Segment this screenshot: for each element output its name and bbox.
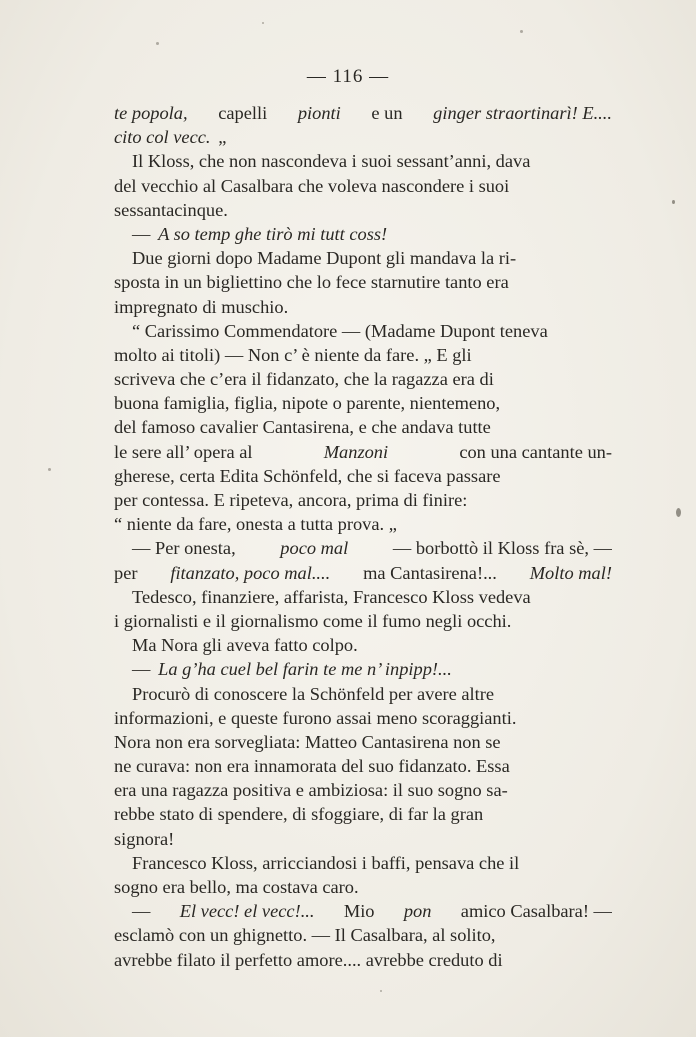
- text-line: [114, 706, 612, 730]
- text-line: [114, 778, 612, 802]
- text-phrase: informazioni, e queste furono assai meno scoraggianti.: [114, 707, 517, 728]
- text-phrase: — borbottò il Kloss fra sè, —: [392, 538, 612, 559]
- text-line: [114, 948, 612, 972]
- paper-speck: [520, 30, 523, 33]
- text-line: [114, 923, 612, 947]
- text-phrase: gherese, certa Edita Schönfeld, che si faceva passare: [114, 465, 501, 486]
- text-line: [114, 633, 612, 657]
- text-phrase: —: [132, 223, 151, 244]
- text-phrase: Tedesco, finanziere, affarista, Francesco Kloss vedeva: [132, 586, 531, 607]
- text-line: [114, 295, 612, 319]
- italic-phrase: ginger straortinarì! E....: [433, 103, 612, 123]
- text-line: [114, 875, 612, 899]
- italic-phrase: poco mal: [280, 538, 349, 559]
- text-phrase: per contessa. E ripeteva, ancora, prima di finire:: [114, 490, 468, 510]
- text-line: [114, 657, 612, 681]
- text-phrase: le sere all’ opera al: [114, 441, 253, 462]
- text-phrase: Il Kloss, che non nascondeva i suoi sessant’anni, dava: [132, 151, 531, 172]
- text-phrase: impregnato di muschio.: [114, 296, 289, 317]
- text-phrase: Procurò di conoscere la Schönfeld per avere altre: [132, 683, 495, 704]
- text-line: [114, 827, 612, 851]
- text-line: [114, 319, 612, 343]
- text-phrase: Francesco Kloss, arricciandosi i baffi, pensava che il: [132, 852, 520, 873]
- paper-speck: [676, 508, 681, 517]
- text-line: [114, 270, 612, 294]
- text-line: [114, 488, 612, 512]
- text-line: [114, 464, 612, 488]
- text-line: [114, 367, 612, 391]
- text-line: [114, 415, 612, 439]
- italic-phrase: cito col vecc.: [114, 127, 211, 148]
- text-phrase: —: [132, 659, 151, 680]
- text-phrase: Due giorni dopo Madame Dupont gli mandava la ri-: [132, 248, 517, 269]
- text-line: [114, 536, 612, 560]
- text-line: [114, 754, 612, 778]
- text-phrase: Mio: [343, 901, 375, 922]
- text-phrase: “ niente da fare, onesta a tutta prova. „: [114, 514, 397, 535]
- text-phrase: per: [114, 562, 138, 583]
- text-phrase: sessantacinque.: [114, 199, 228, 220]
- text-line: [114, 682, 612, 706]
- text-phrase: signora!: [114, 828, 175, 849]
- italic-phrase: El vecc! el vecc!...: [179, 901, 315, 922]
- text-phrase: sposta in un bigliettino che lo fece starnutire tanto era: [114, 272, 509, 293]
- italic-phrase: La g’ha cuel bel farin te me n’ inpipp!...: [158, 659, 452, 680]
- text-phrase: rebbe stato di spendere, di sfoggiare, di far la gran: [114, 804, 484, 825]
- text-phrase: ma Cantasirena!...: [363, 562, 497, 583]
- paper-speck: [156, 42, 159, 45]
- text-phrase: e un: [371, 103, 403, 123]
- paper-speck: [380, 990, 382, 992]
- text-line: [114, 391, 612, 415]
- text-phrase: „: [218, 127, 227, 148]
- italic-phrase: Manzoni: [323, 441, 389, 462]
- body-text: [114, 101, 612, 972]
- paper-speck: [48, 468, 51, 471]
- text-phrase: Nora non era sorvegliata: Matteo Cantasirena non se: [114, 731, 501, 752]
- italic-phrase: pionti: [297, 103, 341, 123]
- text-line: [114, 561, 612, 585]
- text-line: [114, 343, 612, 367]
- text-phrase: del famoso cavalier Cantasirena, e che andava tutte: [114, 417, 491, 438]
- italic-phrase: te popola,: [114, 103, 188, 123]
- italic-phrase: Molto mal!: [529, 562, 612, 583]
- text-phrase: i giornalisti e il giornalismo come il fumo negli occhi.: [114, 610, 512, 631]
- text-phrase: “ Carissimo Commendatore — (Madame Dupont teneva: [132, 320, 548, 341]
- text-phrase: capelli: [218, 103, 268, 123]
- text-phrase: scriveva che c’era il fidanzato, che la ragazza era di: [114, 369, 494, 390]
- text-phrase: buona famiglia, figlia, nipote o parente, nientemeno,: [114, 393, 501, 414]
- text-line: [114, 899, 612, 923]
- italic-phrase: fitanzato, poco mal....: [170, 562, 331, 583]
- text-line: [114, 222, 612, 246]
- paper-speck: [672, 200, 675, 204]
- text-line: [114, 802, 612, 826]
- text-line: [114, 198, 612, 222]
- text-phrase: era una ragazza positiva e ambiziosa: il suo sogno sa-: [114, 780, 508, 801]
- text-phrase: del vecchio al Casalbara che voleva nascondere i suoi: [114, 175, 510, 196]
- text-line: [114, 125, 612, 149]
- text-phrase: amico Casalbara! —: [460, 901, 612, 922]
- page-number: — 116 —: [306, 66, 390, 87]
- text-phrase: ne curava: non era innamorata del suo fidanzato. Essa: [114, 756, 510, 777]
- text-line: [114, 851, 612, 875]
- text-line: [114, 585, 612, 609]
- text-line: [114, 730, 612, 754]
- text-line: [114, 512, 612, 536]
- text-phrase: sogno era bello, ma costava caro.: [114, 877, 359, 897]
- text-phrase: — Per onesta,: [132, 538, 236, 559]
- text-line: [114, 174, 612, 198]
- text-line: [114, 101, 612, 125]
- text-line: [114, 246, 612, 270]
- text-phrase: con una cantante un-: [459, 441, 612, 462]
- text-line: [114, 149, 612, 173]
- text-phrase: molto ai titoli) — Non c’ è niente da fare. „ E gli: [114, 344, 472, 365]
- text-phrase: Ma Nora gli aveva fatto colpo.: [132, 635, 358, 656]
- italic-phrase: pon: [403, 901, 432, 922]
- paper-speck: [262, 22, 264, 24]
- text-phrase: —: [132, 901, 151, 922]
- text-line: [114, 440, 612, 464]
- text-phrase: esclamò con un ghignetto. — Il Casalbara, al solito,: [114, 925, 496, 946]
- text-phrase: avrebbe filato il perfetto amore.... avrebbe creduto di: [114, 949, 503, 970]
- italic-phrase: A so temp ghe tirò mi tutt coss!: [158, 223, 388, 244]
- text-line: [114, 609, 612, 633]
